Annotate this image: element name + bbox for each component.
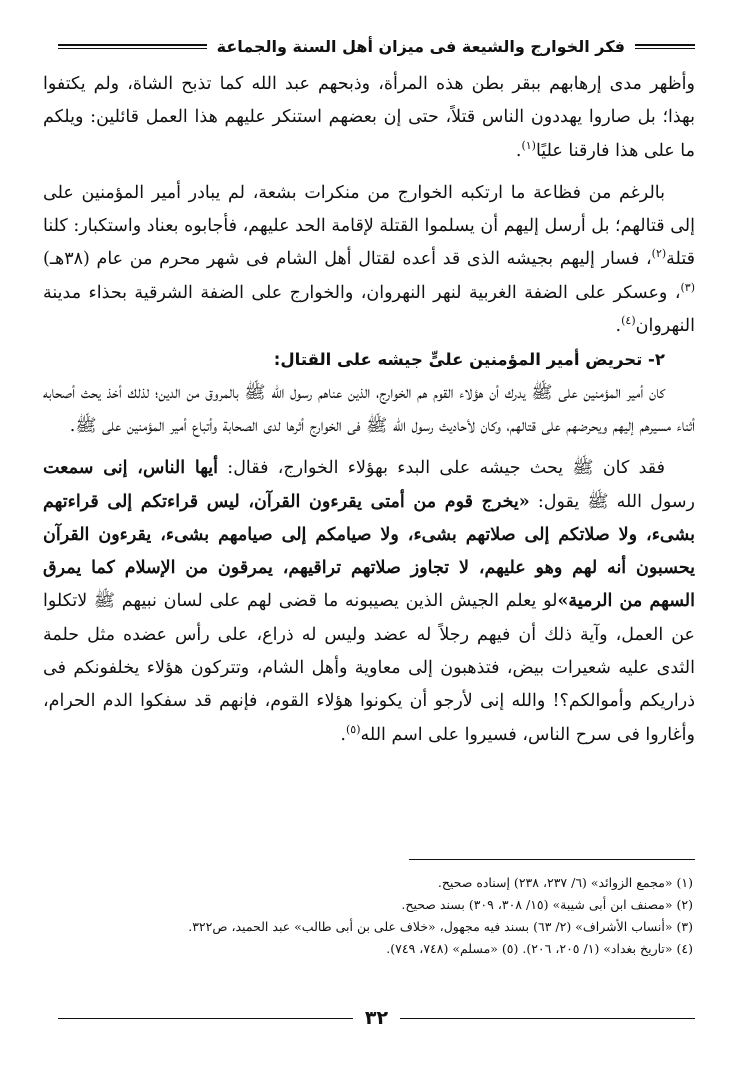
paragraph-2-part-b: ، فسار إليهم بجيشه الذى قد أعده لقتال أهل الشام فى شهر محرم من عام (٣٨هـ) (43, 249, 652, 270)
header-title: فكر الخوارج والشيعة فى ميزان أهل السنة والجماعة (216, 36, 625, 56)
paragraph-1 (43, 68, 695, 168)
footnote-3: (٣) «أنساب الأشراف» (٢/ ٦٣) بسند فيه مجهول، «خلاف على بن أبى طالب» عبد الحميد، ص٣٢٢. (188, 919, 693, 934)
paragraph-4-end: . (340, 724, 346, 745)
paragraph-4-quote-ali: أيها الناس، إنى سمعت (43, 458, 219, 479)
page-number: ٣٢ (364, 1007, 389, 1029)
page-footer (58, 1004, 695, 1032)
footnote-ref-3: (٣) (680, 280, 695, 294)
footer-rule-right (400, 1018, 695, 1019)
footnote-separator (409, 859, 695, 860)
hadith-quote: «يخرج قوم من أمتى يقرءون القرآن، ليس قراءتكم إلى قراءتهم بشىء، ولا صلاتكم إلى صلاتهم بشىء، ولا صيامكم إلى صيامهم بشىء، يقرءون القرآن يحسبون أنه لهم وهو عليهم، لا تجاوز صلاتهم تراقيهم، يمرقون من الإسلام كما يمرق السهم من الرمية» (43, 491, 695, 612)
footnote-ref-5: (٥) (346, 722, 361, 736)
paragraph-2-part-c: ، وعسكر على الضفة الغربية لنهر النهروان، والخوارج على الضفة الشرقية بحذاء مدينة النهروان (43, 282, 695, 337)
header-rule-left (58, 44, 207, 49)
footnote-2: (٢) «مصنف ابن أبى شيبة» (١٥/ ٣٠٨، ٣٠٩) بسند صحيح. (401, 897, 693, 912)
footnote-1: (١) «مجمع الزوائد» (٦/ ٢٣٧، ٢٣٨) إسناده صحيح. (437, 875, 693, 890)
paragraph-4-part-c: رسول الله ﷺ يقول: (529, 491, 695, 512)
paragraph-4 (43, 452, 695, 752)
footnote-ref-4: (٤) (621, 314, 636, 328)
running-header (58, 32, 695, 60)
section-heading: ٢- تحريض أمير المؤمنين علىٍّ جيشه على القتال: (273, 350, 665, 370)
footnote-ref-1: (١) (521, 138, 536, 152)
paragraph-2-end: . (615, 316, 622, 337)
footnotes (43, 872, 693, 960)
paragraph-2 (43, 177, 695, 343)
paragraph-4-part-e: لو يعلم الجيش الذين يصيبونه ما قضى لهم على لسان نبيهم ﷺ لاتكلوا عن العمل، وآية ذلك أن فيهم رجلاً له عضد وليس له ذراع، على رأس عضده مثل حلمة الثدى عليه شعيرات بيض، فتذهبون إلى معاوية وأهل الشام، وتتركون هؤلاء يخلفونكم فى ذراريكم وأموالكم؟! والله إنى لأرجو أن يكونوا هؤلاء القوم، فإنهم قد سفكوا الدم الحرام، وأغاروا فى سرح الناس، فسيروا على اسم الله (43, 591, 695, 745)
main-text (43, 68, 695, 752)
footer-rule-left (58, 1018, 353, 1019)
header-rule-right (635, 44, 695, 49)
paragraph-2-part-a: بالرغم من فظاعة ما ارتكبه الخوارج من منكرات بشعة، لم يبادر أمير المؤمنين على إلى قتالهم؛ بل أرسل إليهم أن يسلموا القتلة لإقامة الحد عليهم، فأجابوه بعناد واستكبار: كلنا قتلة (43, 182, 695, 270)
paragraph-4-part-a: فقد كان ﷺ يحث جيشه على البدء بهؤلاء الخوارج، فقال: (218, 458, 665, 479)
footnote-4-5: (٤) «تاريخ بغداد» (١/ ٢٠٥، ٢٠٦). (٥) «مسلم» (٧٤٨، ٧٤٩). (386, 941, 693, 956)
footnote-ref-2: (٢) (651, 247, 667, 261)
paragraph-3: كان أمير المؤمنين على ﷺ يدرك أن هؤلاء القوم هم الخوارج، الذين عناهم رسول الله ﷺ بالمروق من الدين؛ لذلك أخذ يحث أصحابه أثناء مسيرهم إليهم ويحرضهم على قتالهم، وكان لأحاديث رسول الله ﷺ فى الخوارج أثرها لدى الصحابة وأتباع أمير المؤمنين على ﷺ. (43, 382, 695, 436)
paragraph-1-text: وأظهر مدى إرهابهم ببقر بطن هذه المرأة، وذبحهم عبد الله كما تذبح الشاة، ولم يكتفوا بهذا؛ بل صاروا يهددون الناس قتلاً، حتى إن بعضهم استنكر عليهم هذا العمل قائلين: ويلكم ما على هذا فارقنا عليًا (43, 74, 695, 161)
paragraph-1-end: . (515, 140, 522, 161)
